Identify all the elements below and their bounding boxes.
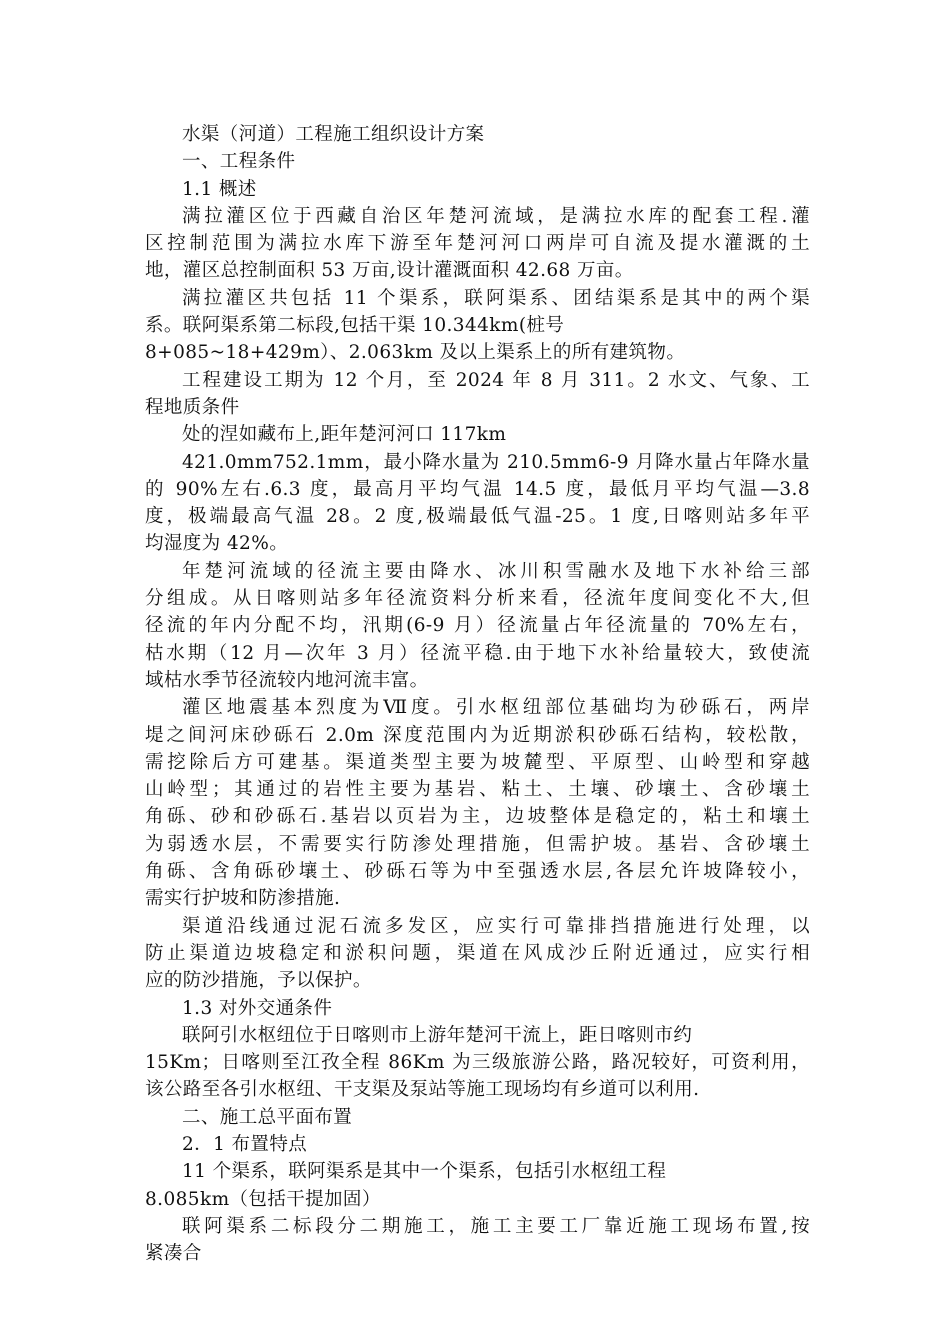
- text-line: 421.0mm752.1mm，最小降水量为 210.5mm6-9 月降水量占年降水量: [182, 451, 810, 473]
- text-line: 工程建设工期为 12 个月，至 2024 年 8 月 311。2 水文、气象、工: [182, 369, 810, 391]
- text-line: 8+085~18+429m）、2.063km 及以上渠系上的所有建筑物。: [145, 342, 686, 364]
- text-line: 系。联阿渠系第二标段,包括干渠 10.344km(桩号: [145, 315, 565, 337]
- text-line: 联阿渠系二标段分二期施工，施工主要工厂靠近施工现场布置,按: [182, 1215, 810, 1237]
- text-line: 为弱透水层，不需要实行防渗处理措施，但需护坡。基岩、含砂壤土: [145, 833, 810, 855]
- subsection-heading: 1.1 概述: [182, 178, 257, 200]
- text-line: 防止渠道边坡稳定和淤积问题，渠道在风成沙丘附近通过，应实行相: [145, 942, 810, 964]
- text-line: 均湿度为 42%。: [145, 533, 289, 555]
- document-body: [145, 121, 810, 1267]
- document-title: 水渠（河道）工程施工组织设计方案: [182, 124, 485, 145]
- section-heading: 一、工程条件: [182, 151, 296, 173]
- text-line: 程地质条件: [145, 396, 240, 418]
- text-line: 灌区地震基本烈度为Ⅶ度。引水枢纽部位基础均为砂砾石，两岸: [182, 697, 810, 719]
- text-line: 该公路至各引水枢纽、干支渠及泵站等施工现场均有乡道可以利用.: [145, 1079, 700, 1101]
- text-line: 应的防沙措施，予以保护。: [145, 970, 372, 992]
- text-line: 满拉灌区共包括 11 个渠系，联阿渠系、团结渠系是其中的两个渠: [182, 287, 810, 309]
- text-line: 紧凑合: [145, 1243, 202, 1265]
- text-line: 枯水期（12 月—次年 3 月）径流平稳.由于地下水补给量较大，致使流: [145, 642, 810, 664]
- text-line: 的 90%左右.6.3 度，最高月平均气温 14.5 度，最低月平均气温—3.8: [145, 478, 810, 500]
- text-line: 需挖除后方可建基。渠道类型主要为坡麓型、平原型、山岭型和穿越: [145, 751, 810, 773]
- text-line: 度，极端最高气温 28。2 度,极端最低气温-25。1 度,日喀则站多年平: [145, 506, 810, 528]
- text-line: 处的涅如藏布上,距年楚河河口 117km: [182, 424, 507, 446]
- section-heading: 二、施工总平面布置: [182, 1106, 353, 1128]
- text-line: 角砾、含角砾砂壤土、砂砾石等为中至强透水层,各层允许坡降较小，: [145, 861, 810, 883]
- text-line: 联阿引水枢纽位于日喀则市上游年楚河干流上，距日喀则市约: [182, 1024, 693, 1046]
- text-line: 地，灌区总控制面积 53 万亩,设计灌溉面积 42.68 万亩。: [145, 260, 634, 282]
- text-line: 年楚河流域的径流主要由降水、冰川积雪融水及地下水补给三部: [182, 560, 810, 582]
- text-line: 堤之间河床砂砾石 2.0m 深度范围内为近期淤积砂砾石结构，较松散，: [145, 724, 810, 746]
- text-line: 域枯水季节径流较内地河流丰富。: [145, 669, 429, 691]
- text-line: 区控制范围为满拉水库下游至年楚河河口两岸可自流及提水灌溉的土: [145, 233, 810, 255]
- text-line: 15Km；日喀则至江孜全程 86Km 为三级旅游公路，路况较好，可资利用，: [145, 1052, 810, 1074]
- text-line: 11 个渠系，联阿渠系是其中一个渠系，包括引水枢纽工程: [182, 1161, 667, 1183]
- text-line: 渠道沿线通过泥石流多发区，应实行可靠排挡措施进行处理，以: [182, 915, 810, 937]
- text-line: 分组成。从日喀则站多年径流资料分析来看，径流年度间变化不大,但: [145, 588, 810, 610]
- subsection-heading: 2．1 布置特点: [182, 1133, 308, 1155]
- text-line: 角砾、砂和砂砾石.基岩以页岩为主，边坡整体是稳定的，粘土和壤土: [145, 806, 810, 828]
- text-line: 径流的年内分配不均，汛期(6-9 月）径流量占年径流量的 70%左右，: [145, 615, 810, 637]
- text-line: 8.085km（包括干提加固）: [145, 1188, 381, 1210]
- text-line: 满拉灌区位于西藏自治区年楚河流域，是满拉水库的配套工程.灌: [182, 205, 810, 227]
- text-line: 需实行护坡和防渗措施.: [145, 888, 341, 910]
- subsection-heading: 1.3 对外交通条件: [182, 997, 333, 1019]
- text-line: 山岭型；其通过的岩性主要为基岩、粘土、土壤、砂壤土、含砂壤土: [145, 779, 810, 801]
